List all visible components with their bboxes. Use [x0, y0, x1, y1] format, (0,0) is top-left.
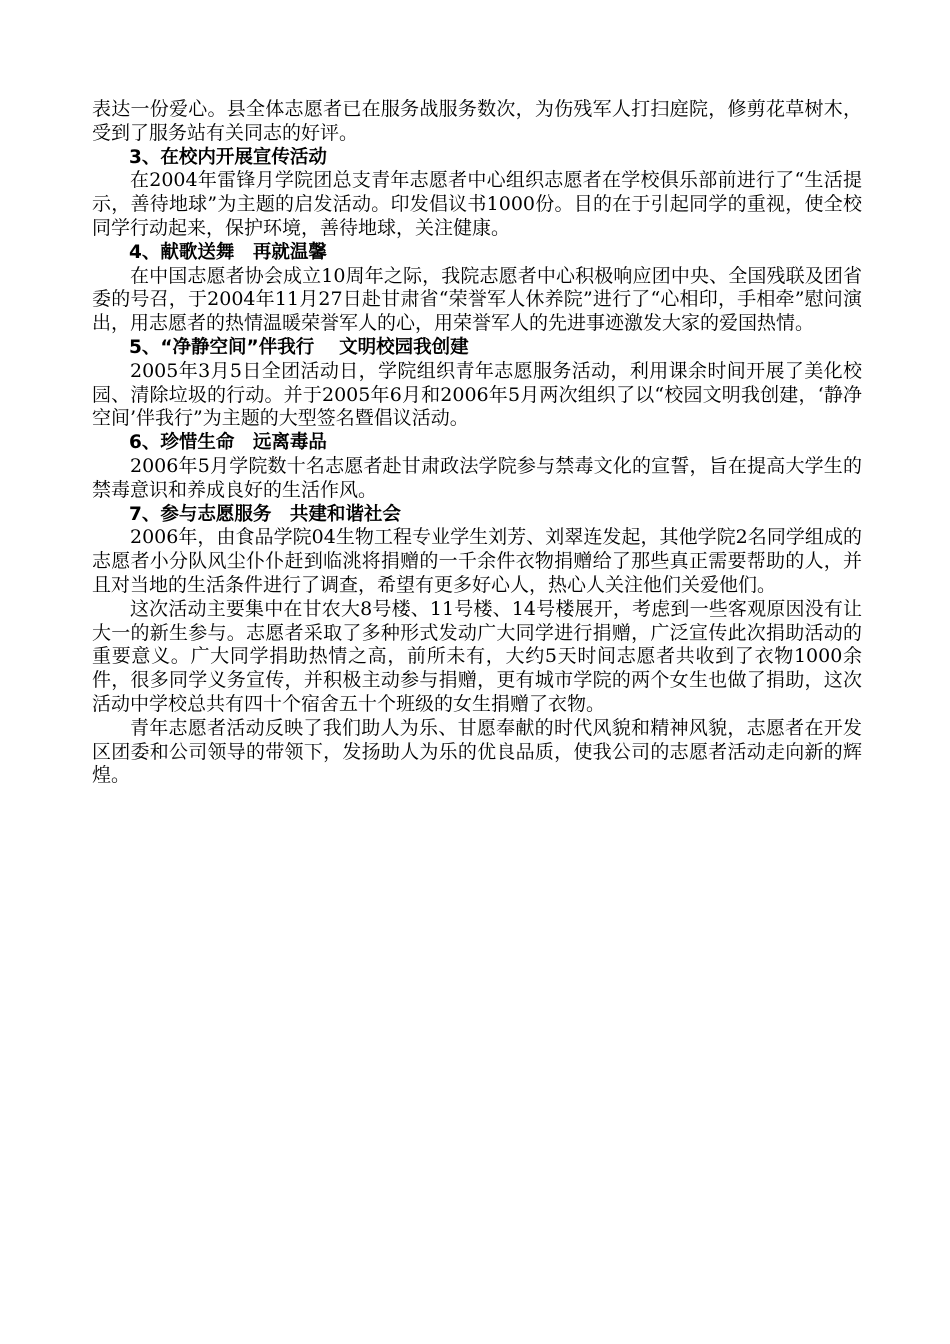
section-heading-4: 4、献歌送舞 再就温馨: [129, 241, 327, 263]
section-heading-5: 5、“净静空间”伴我行 文明校园我创建: [129, 336, 469, 358]
paragraph-section-4: 在中国志愿者协会成立10周年之际，我院志愿者中心积极响应团中央、全国残联及团省委的号召，于2004年11月27日赴甘肃省“荣誉军人休养院”进行了“心相印，手相牵”慰问演出，用志愿者的热情温暖荣誉军人的心，用荣誉军人的先进事迹激发大家的爱国热情。: [92, 264, 862, 335]
paragraph-section-6: 2006年5月学院数十名志愿者赴甘肃政法学院参与禁毒文化的宣誓，旨在提高大学生的禁毒意识和养成良好的生活作风。: [92, 454, 862, 501]
section-heading-6: 6、珍惜生命 远离毒品: [129, 432, 327, 454]
document-body: [92, 98, 862, 788]
section-heading-3: 3、在校内开展宣传活动: [129, 146, 327, 168]
paragraph-section-7b: 这次活动主要集中在甘农大8号楼、11号楼、14号楼展开，考虑到一些客观原因没有让大一的新生参与。志愿者采取了多种形式发动广大同学进行捐赠，广泛宣传此次捐助活动的重要意义。广大同学捐助热情之高，前所未有，大约5天时间志愿者共收到了衣物1000余件，很多同学义务宣传，并积极主动参与捐赠，更有城市学院的两个女生也做了捐助，这次活动中学校总共有四十个宿舍五十个班级的女生捐赠了衣物。: [92, 597, 862, 715]
paragraph-section-3: 在2004年雷锋月学院团总支青年志愿者中心组织志愿者在学校俱乐部前进行了“生活提示，善待地球”为主题的启发活动。印发倡议书1000份。目的在于引起同学的重视，使全校同学行动起来，保护环境，善待地球，关注健康。: [92, 169, 862, 239]
paragraph-section-7a: 2006年，由食品学院04生物工程专业学生刘芳、刘翠连发起，其他学院2名同学组成的志愿者小分队风尘仆仆赶到临洮将捐赠的一千余件衣物捐赠给了那些真正需要帮助的人，并且对当地的生活条件进行了调查，希望有更多好心人，热心人关注他们关爱他们。: [92, 526, 862, 596]
paragraph-conclusion: 青年志愿者活动反映了我们助人为乐、甘愿奉献的时代风貌和精神风貌，志愿者在开发区团委和公司领导的带领下，发扬助人为乐的优良品质，使我公司的志愿者活动走向新的辉煌。: [92, 716, 862, 787]
section-heading-7: 7、参与志愿服务 共建和谐社会: [129, 503, 401, 525]
paragraph-continued: 表达一份爱心。县全体志愿者已在服务战服务数次，为伤残军人打扫庭院，修剪花草树木，受到了服务站有关同志的好评。: [92, 98, 862, 144]
paragraph-section-5: 2005年3月5日全团活动日，学院组织青年志愿服务活动，利用课余时间开展了美化校园、清除垃圾的行动。并于2005年6月和2006年5月两次组织了以“校园文明我创建，‘静净空间’伴我行”为主题的大型签名暨倡议活动。: [92, 359, 862, 430]
